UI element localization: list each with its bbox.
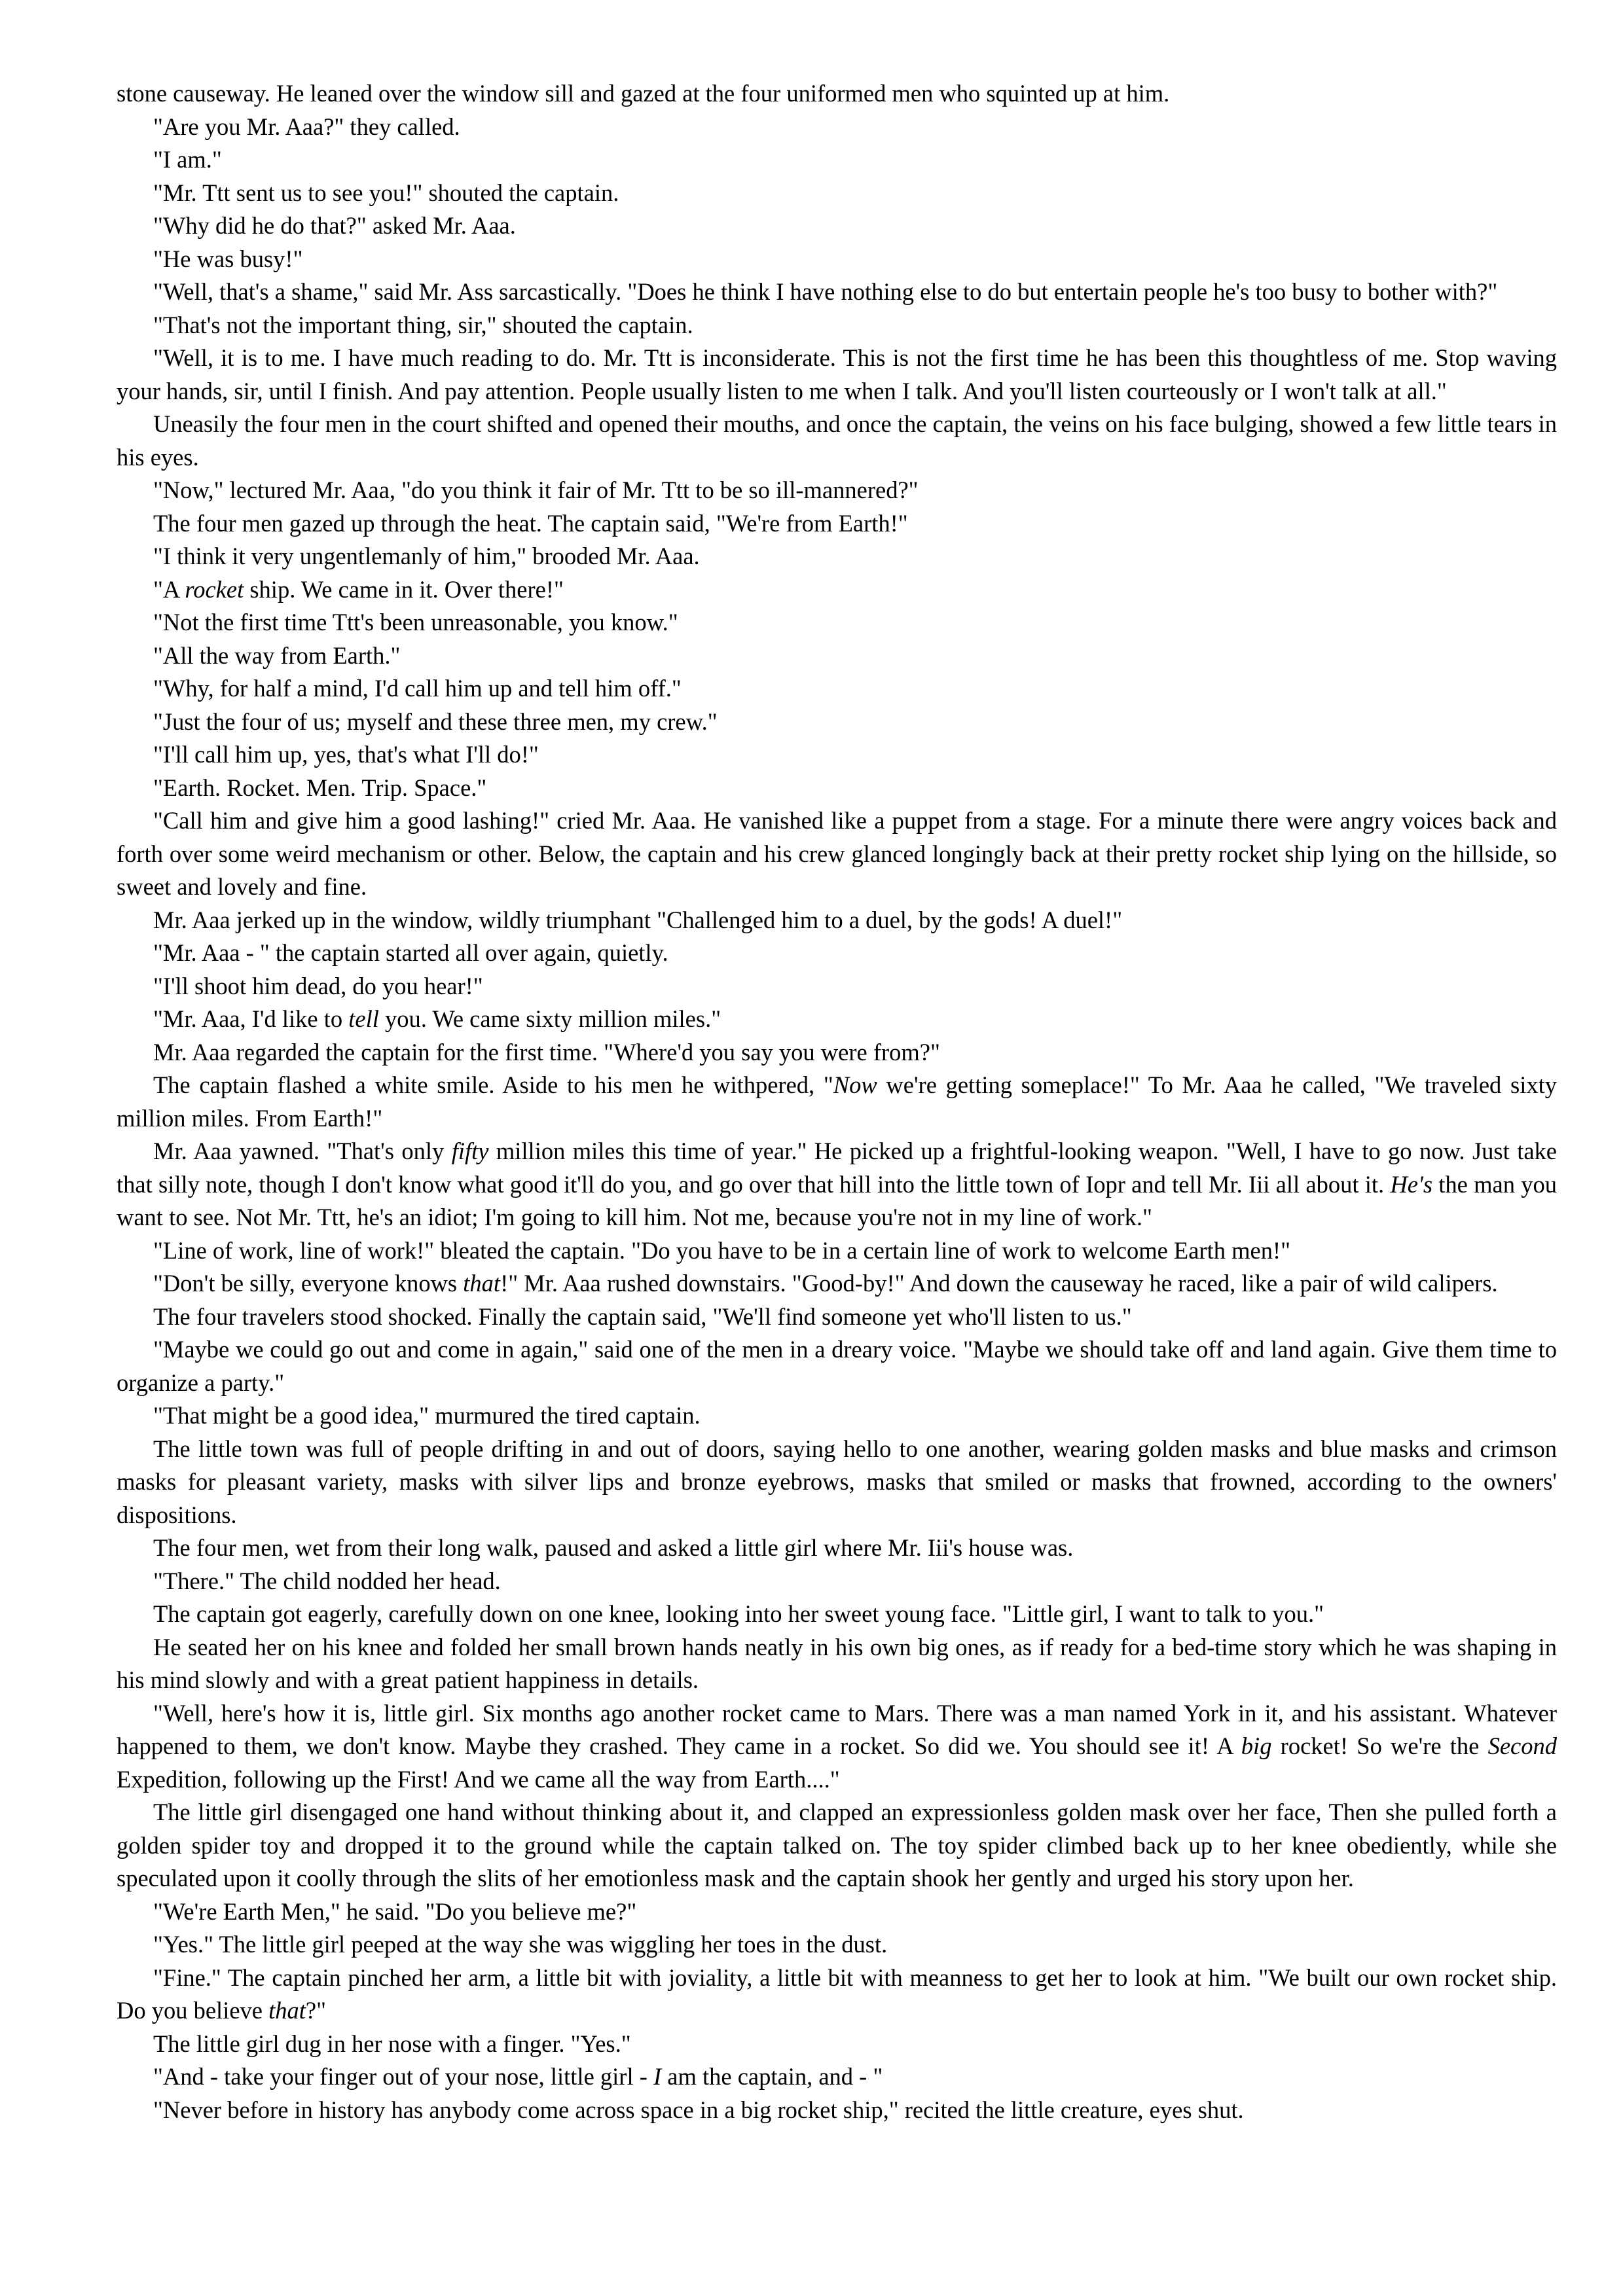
paragraph: "Line of work, line of work!" bleated the captain. "Do you have to be in a certain line of work to welcome Earth men!" xyxy=(153,1236,1290,1264)
paragraph: "All the way from Earth." xyxy=(153,641,401,669)
text-run: we're getting someplace!" To Mr. Aaa he called, "We traveled sixty million miles. From Earth!" xyxy=(117,1071,1557,1132)
paragraph: "Maybe we could go out and come in again," said one of the men in a dreary voice. "Maybe we should take off and land again. Give them time to organize a party." xyxy=(117,1336,1557,1396)
paragraph xyxy=(117,2060,1557,2094)
paragraph: The four men, wet from their long walk, paused and asked a little girl where Mr. Iii's house was. xyxy=(153,1534,1074,1561)
text-run: "Don't be silly, everyone knows xyxy=(153,1270,464,1297)
paragraph: "That's not the important thing, sir," shouted the captain. xyxy=(153,311,693,338)
paragraph: The four men gazed up through the heat. The captain said, "We're from Earth!" xyxy=(153,509,908,537)
paragraph xyxy=(117,1962,1557,2028)
paragraph: Mr. Aaa jerked up in the window, wildly triumphant "Challenged him to a duel, by the gods! A duel!" xyxy=(153,906,1123,933)
document-page xyxy=(117,77,1557,2126)
paragraph: "That might be a good idea," murmured the tired captain. xyxy=(153,1402,701,1429)
italic-run: tell xyxy=(348,1005,379,1032)
paragraph: stone causeway. He leaned over the window sill and gazed at the four uniformed men who squinted up at him. xyxy=(117,80,1170,107)
paragraph: "Why, for half a mind, I'd call him up and tell him off." xyxy=(153,675,682,702)
paragraph: "Why did he do that?" asked Mr. Aaa. xyxy=(153,212,516,239)
text-run: Expedition, following up the First! And we came all the way from Earth...." xyxy=(117,1765,840,1793)
italic-run: that xyxy=(268,1997,306,2024)
text-run: "And - take your finger out of your nose, little girl - xyxy=(153,2063,653,2090)
paragraph xyxy=(117,1697,1557,1797)
text-run: rocket! So we're the xyxy=(1271,1732,1488,1759)
italic-run: that xyxy=(463,1270,501,1297)
paragraph: "Call him and give him a good lashing!" cried Mr. Aaa. He vanished like a puppet from a stage. For a minute there were angry voices back and forth over some weird mechanism or other. Below, the captain and his crew glanced longingly back at their pretty rocket ship lying on the hillside, so sweet and lovely and fine. xyxy=(117,807,1557,900)
paragraph: "I am." xyxy=(153,146,222,173)
paragraph: "Mr. Ttt sent us to see you!" shouted the captain. xyxy=(153,179,619,206)
paragraph: "Well, it is to me. I have much reading to do. Mr. Ttt is inconsiderate. This is not the first time he has been this thoughtless of me. Stop waving your hands, sir, until I finish. And pay attention. People usually listen to me when I talk. And you'll listen courteously or I won't talk at all." xyxy=(117,344,1557,404)
text-run: The captain flashed a white smile. Aside to his men he withpered, " xyxy=(153,1071,833,1098)
paragraph: "I'll call him up, yes, that's what I'll do!" xyxy=(153,741,539,768)
paragraph: "I think it very ungentlemanly of him," brooded Mr. Aaa. xyxy=(153,543,700,569)
paragraph: Mr. Aaa regarded the captain for the first time. "Where'd you say you were from?" xyxy=(153,1038,940,1066)
paragraph xyxy=(117,573,1557,607)
italic-run: Second xyxy=(1487,1732,1557,1759)
paragraph xyxy=(117,1003,1557,1036)
italic-run: rocket xyxy=(185,575,244,603)
paragraph: "There." The child nodded her head. xyxy=(153,1567,501,1594)
paragraph xyxy=(117,1069,1557,1135)
paragraph: The little girl disengaged one hand without thinking about it, and clapped an expressionless golden mask over her face, Then she pulled forth a golden spider toy and dropped it to the ground while the captain talked on. The toy spider climbed back up to her knee obediently, while she speculated upon it coolly through the slits of her emotionless mask and the captain shook her gently and urged his story upon her. xyxy=(117,1799,1557,1892)
text-run: million miles this time of year." He picked up a frightful-looking weapon. "Well, I have to go now. Just take that silly note, though I don't know what good it'll do you, and go over that hill into the little town of Iopr and tell Mr. Iii all about it. xyxy=(117,1138,1557,1198)
paragraph: "Never before in history has anybody come across space in a big rocket ship," recited the little creature, eyes shut. xyxy=(153,2096,1244,2123)
paragraph xyxy=(117,1135,1557,1234)
text-run: "Fine." The captain pinched her arm, a little bit with joviality, a little bit with meanness to get her to look at him. "We built our own rocket ship. Do you believe xyxy=(117,1964,1557,2024)
paragraph xyxy=(117,1267,1557,1300)
text-run: !" Mr. Aaa rushed downstairs. "Good-by!" And down the causeway he raced, like a pair of wild calipers. xyxy=(500,1270,1498,1297)
text-run: Mr. Aaa yawned. "That's only xyxy=(153,1138,452,1164)
paragraph: "Just the four of us; myself and these three men, my crew." xyxy=(153,708,718,735)
text-run: "Mr. Aaa, I'd like to xyxy=(153,1005,349,1032)
paragraph: "Earth. Rocket. Men. Trip. Space." xyxy=(153,774,487,801)
text-run: ship. We came in it. Over there!" xyxy=(244,575,564,603)
text-run: ?" xyxy=(305,1997,327,2024)
paragraph: "Mr. Aaa - " the captain started all over again, quietly. xyxy=(153,939,668,966)
paragraph: "Yes." The little girl peeped at the way she was wiggling her toes in the dust. xyxy=(153,1931,888,1958)
paragraph: "Well, that's a shame," said Mr. Ass sarcastically. "Does he think I have nothing else to do but entertain people he's too busy to bother with?" xyxy=(153,278,1498,305)
italic-run: fifty xyxy=(451,1138,489,1164)
paragraph: "He was busy!" xyxy=(153,245,303,272)
text-run: "Well, here's how it is, little girl. Six months ago another rocket came to Mars. There was a man named York in it, and his assistant. Whatever happened to them, we don't know. Maybe they crashed. They came in a rocket. So did we. You should see it! A xyxy=(117,1699,1557,1759)
paragraph: The little girl dug in her nose with a finger. "Yes." xyxy=(153,2030,631,2057)
paragraph: "We're Earth Men," he said. "Do you believe me?" xyxy=(153,1897,637,1925)
paragraph: "I'll shoot him dead, do you hear!" xyxy=(153,972,483,999)
paragraph: The captain got eagerly, carefully down on one knee, looking into her sweet young face. "Little girl, I want to talk to you." xyxy=(153,1600,1324,1627)
paragraph: "Now," lectured Mr. Aaa, "do you think it fair of Mr. Ttt to be so ill-mannered?" xyxy=(153,476,919,503)
paragraph: He seated her on his knee and folded her small brown hands neatly in his own big ones, as if ready for a bed-time story which he was shaping in his mind slowly and with a great patient happiness in details. xyxy=(117,1633,1557,1693)
paragraph: The four travelers stood shocked. Finally the captain said, "We'll find someone yet who'll listen to us." xyxy=(153,1302,1132,1330)
italic-run: Now xyxy=(833,1071,877,1098)
text-run: am the captain, and - " xyxy=(661,2063,883,2090)
paragraph: "Are you Mr. Aaa?" they called. xyxy=(153,113,460,140)
text-run: "A xyxy=(153,575,185,603)
text-run: you. We came sixty million miles." xyxy=(378,1005,721,1032)
paragraph: "Not the first time Ttt's been unreasonable, you know." xyxy=(153,609,678,636)
paragraph: The little town was full of people drifting in and out of doors, saying hello to one another, wearing golden masks and blue masks and crimson masks for pleasant variety, masks with silver lips and bronze eyebrows, masks that smiled or masks that frowned, according to the owners' dispositions. xyxy=(117,1435,1557,1528)
italic-run: I xyxy=(653,2063,662,2090)
text-run: the man you want to see. Not Mr. Ttt, he's an idiot; I'm going to kill him. Not me, because you're not in my line of work." xyxy=(117,1170,1558,1230)
paragraph: Uneasily the four men in the court shifted and opened their mouths, and once the captain, the veins on his face bulging, showed a few little tears in his eyes. xyxy=(117,410,1557,471)
italic-run: big xyxy=(1241,1732,1272,1759)
italic-run: He's xyxy=(1390,1170,1433,1198)
